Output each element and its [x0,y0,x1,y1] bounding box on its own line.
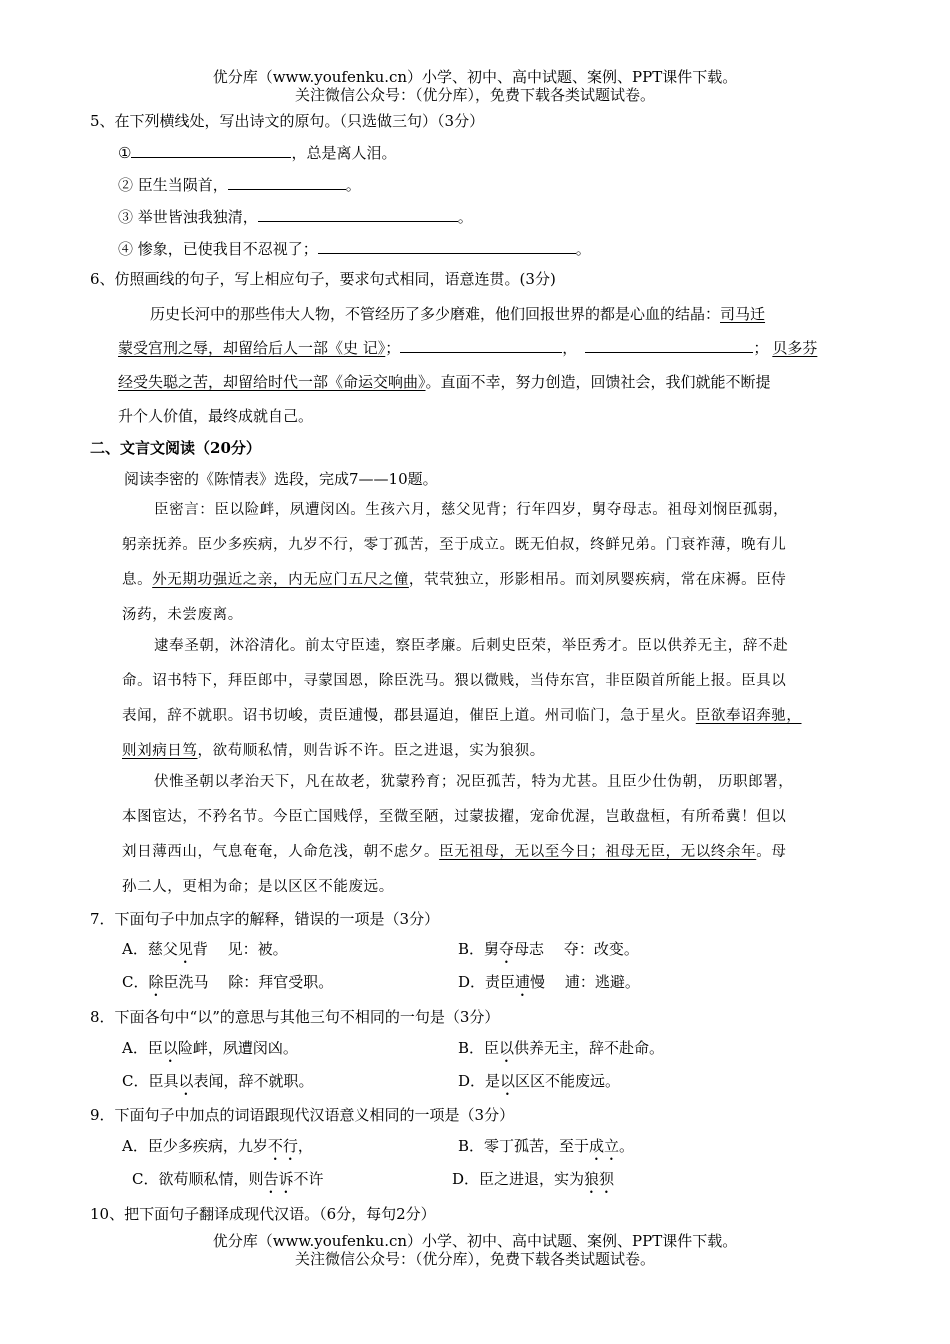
q9-option-c[interactable]: C．欲苟顺私情，则告诉不许 [132,1170,324,1188]
q8-stem: 8．下面各句中“以”的意思与其他三句不相同的一句是（3分） [90,1008,500,1026]
q5-blank-3[interactable] [258,207,458,222]
q6-underlined-1: 司马迁 [720,305,766,323]
q6-blank-2[interactable] [585,338,753,353]
q6-sep-2: ， [562,339,578,357]
q8-option-c[interactable]: C．臣具以表闻，辞不就职。 [122,1072,314,1090]
q5-item-3 [118,206,473,227]
q7-option-c-dotted: 除 [148,973,164,991]
passage-line-11-b: 。母 [756,844,787,860]
q6-line-3 [118,371,771,392]
q6-line-4: 升个人价值，最终成就自己。 [118,407,314,425]
q8-option-b[interactable]: B．臣以供养无主，辞不赴命。 [458,1039,665,1057]
q9-option-b-dotted: 成立 [589,1137,620,1155]
q7-option-b-dotted: 夺 [499,940,515,958]
q5-stem: 5、在下列横线处，写出诗文的原句。（只选做三句）（3分） [90,112,485,130]
passage-line-12: 孙二人，更相为命；是以区区不能废远。 [122,879,394,895]
q5-item-1-num: ① [118,144,132,162]
q8-option-a-dotted: 以 [162,1039,178,1057]
q8-option-b-dotted: 以 [499,1039,515,1057]
q8-option-d[interactable]: D．是以区区不能废远。 [458,1072,621,1090]
passage-line-8 [122,734,545,769]
q6-underlined-3: 贝多芬 [772,339,818,357]
q9-option-d[interactable]: D．臣之进退，实为狼狈 [452,1170,615,1188]
section-2-title: 二、文言文阅读（20分） [90,439,261,457]
q5-item-1 [118,142,396,163]
q5-item-2 [118,174,361,195]
q8-option-d-dotted: 以 [500,1072,516,1090]
passage-line-3-a: 息。 [122,572,153,588]
q9-option-a-dotted: 不行 [267,1137,298,1155]
q5-blank-4[interactable] [318,239,576,254]
header-line-1: 优分库（www.youfenku.cn）小学、初中、高中试题、案例、PPT课件下载。 [212,68,738,86]
passage-line-6: 命。诏书特下，拜臣郎中，寻蒙国恩，除臣洗马。猥以微贱，当侍东宫，非臣陨首所能上报。臣具以 [122,673,787,689]
q6-text-1: 历史长河中的那些伟大人物，不管经历了多少磨难，他们回报世界的都是心血的结晶： [150,305,721,323]
q9-option-b[interactable]: B．零丁孤苦，至于成立。 [458,1137,635,1155]
q8-option-a[interactable]: A．臣以险衅，夙遭闵凶。 [122,1039,298,1057]
q6-blank-1[interactable] [400,338,562,353]
q7-option-c[interactable]: C．除臣洗马 除：拜官受职。 [122,973,334,991]
passage-line-7 [122,699,802,734]
q6-underlined-4: 经受失聪之苦，却留给时代一部《命运交响曲》 [118,373,426,391]
passage-underlined-4: 臣无祖母，无以至今日；祖母无臣，无以终余年 [439,844,757,860]
q5-item-3-head: ③ 举世皆浊我独清， [118,208,258,226]
passage-underlined-3: 则刘病日笃 [122,743,198,759]
passage-line-2: 躬亲抚养。臣少多疾病，九岁不行，零丁孤苦，至于成立。既无伯叔，终鲜兄弟。门衰祚薄，晚有儿 [122,537,787,553]
q7-option-d-dotted: 逋 [515,973,531,991]
q6-text-3: 。直面不幸，努力创造，回馈社会，我们就能不断提 [425,373,771,391]
passage-line-3-b: ，茕茕独立，形影相吊。而刘夙婴疾病，常在床褥。臣侍 [408,572,787,588]
q6-sep-1: ； [385,339,401,357]
q7-option-a[interactable]: A．慈父见背 见：被。 [122,940,288,958]
passage-line-11 [122,835,786,870]
q5-item-1-tail: ，总是离人泪。 [291,144,397,162]
q5-item-2-head: ② 臣生当陨首， [118,176,228,194]
q7-option-b[interactable]: B．舅夺母志 夺：改变。 [458,940,639,958]
passage-line-10: 本图宦达，不矜名节。今臣亡国贱俘，至微至陋，过蒙拔擢，宠命优渥，岂敢盘桓，有所希冀！但以 [122,809,787,825]
q6-underlined-2: 蒙受宫刑之辱，却留给后人一部《史 记》 [118,339,386,357]
q6-line-2 [118,337,817,358]
q5-blank-2[interactable] [228,175,346,190]
q7-option-a-dotted: 见 [177,940,193,958]
section-2-intro: 阅读李密的《陈情表》选段，完成7——10题。 [124,470,438,488]
passage-line-5: 逮奉圣朝，沐浴清化。前太守臣逵，察臣孝廉。后刺史臣荣，举臣秀才。臣以供养无主，辞不赴 [154,638,789,654]
header-line-2: 关注微信公众号：（优分库），免费下载各类试题试卷。 [294,86,655,104]
q10-stem: 10、把下面句子翻译成现代汉语。（6分，每句2分） [90,1205,436,1223]
q7-stem: 7．下面句子中加点字的解释，错误的一项是（3分） [90,910,440,928]
q9-option-c-dotted: 告诉 [263,1170,294,1188]
q6-line-1 [150,303,765,324]
passage-line-9: 伏惟圣朝以孝治天下，凡在故老，犹蒙矜育；况臣孤苦，特为尤甚。且臣少仕伪朝， 历职郎署， [154,774,794,790]
footer-line-2: 关注微信公众号：（优分库），免费下载各类试题试卷。 [294,1250,655,1268]
q7-option-d[interactable]: D．责臣逋慢 逋：逃避。 [458,973,640,991]
footer-line-1: 优分库（www.youfenku.cn）小学、初中、高中试题、案例、PPT课件下载。 [212,1232,738,1250]
q5-blank-1[interactable] [131,143,291,158]
passage-line-1: 臣密言：臣以险衅，夙遭闵凶。生孩六月，慈父见背；行年四岁，舅夺母志。祖母刘悯臣孤弱， [154,502,789,518]
q5-item-4-head: ④ 惨象，已使我目不忍视了； [118,240,318,258]
q5-item-3-tail: 。 [457,208,473,226]
passage-line-11-a: 刘日薄西山，气息奄奄，人命危浅，朝不虑夕。 [122,844,440,860]
passage-line-3 [122,563,786,598]
q9-stem: 9．下面句子中加点的词语跟现代汉语意义相同的一项是（3分） [90,1106,515,1124]
q9-option-a[interactable]: A．臣少多疾病，九岁不行， [122,1137,313,1155]
passage-line-4: 汤药，未尝废离。 [122,607,243,623]
q5-item-4-tail: 。 [575,240,591,258]
q9-option-d-dotted: 狼狈 [584,1170,615,1188]
passage-line-7-a: 表闻，辞不就职。诏书切峻，责臣逋慢，郡县逼迫，催臣上道。州司临门，急于星火。 [122,708,696,724]
q8-option-c-dotted: 以 [178,1072,194,1090]
passage-underlined-2: 臣欲奉诏奔驰， [695,708,802,724]
q6-stem: 6、仿照画线的句子，写上相应句子，要求句式相同，语意连贯。(3分) [90,270,556,288]
q5-item-2-tail: 。 [345,176,361,194]
q5-item-4 [118,238,591,259]
passage-line-8-b: ，欲苟顺私情，则告诉不许。臣之进退，实为狼狈。 [197,743,545,759]
passage-underlined-1: 外无期功强近之亲，内无应门五尺之僮 [152,572,409,588]
q6-sep-3: ； [753,339,769,357]
